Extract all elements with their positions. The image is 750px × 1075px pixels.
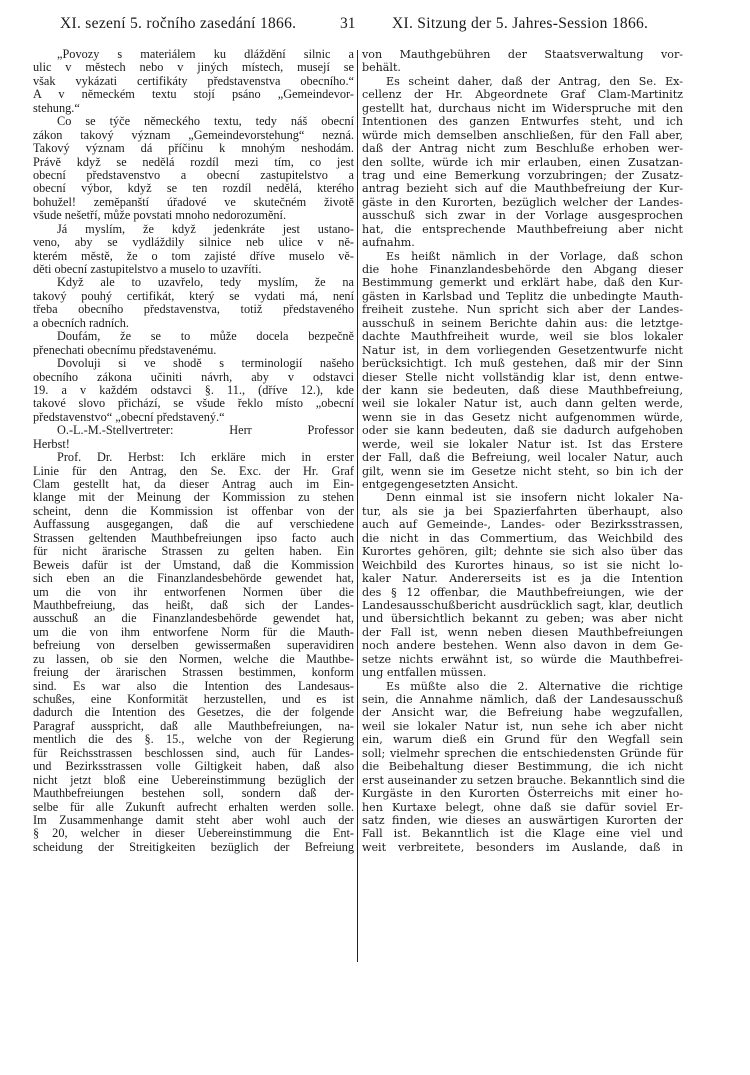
- text-line: a obecních radních.: [33, 315, 129, 330]
- text-line: Když ale to uzavřelo, tedy myslím, že na: [57, 275, 354, 290]
- text-line: von Mauthgebühren der Staatsverwaltung vor-: [362, 48, 683, 61]
- text-line: obecní představenstvo a obecní zastupitelstvo a: [33, 167, 354, 182]
- text-line: klange mit der Meinung der Kommission zu stehen: [33, 490, 354, 505]
- text-line: dieser Stelle nicht vollständig klar ist, denn entwe-: [362, 370, 683, 384]
- text-line: všude nešetří, může povstati mnoho nedorozumění.: [33, 208, 287, 223]
- text-line: den sollte, würde ich mir erlauben, einen Zusatzan-: [362, 155, 683, 169]
- page-number: 31: [340, 15, 356, 32]
- text-line: Takový význam dá příčinu k mnohým neshodám.: [33, 141, 354, 156]
- text-line: obecního zákona učiniti návrh, aby v odstavci: [33, 369, 354, 384]
- text-line: však vykázati certifikáty představenstva obecního.“: [33, 73, 354, 88]
- text-line: takový pouhý certifikát, který se vydati má, není: [33, 288, 354, 303]
- text-line: aufnahm.: [362, 236, 415, 250]
- text-line: und übersichtlich bekannt zu geben; was aber nicht: [362, 612, 683, 626]
- text-line: Bestimmung gemerkt und erklärt habe, daß den Kur-: [362, 276, 683, 290]
- text-line: behält.: [362, 61, 401, 75]
- text-line: O.-L.-M.-Stellvertreter: Herr Professor: [57, 423, 354, 438]
- text-line: der Fall ist, wenn neben diesen Mauthbefreiungen: [362, 625, 683, 639]
- text-line: ein, warum dieß ein Grund für den Wegfall sein: [362, 733, 683, 747]
- text-line: würde mich demselben anschließen, für den Fall aber,: [362, 128, 683, 142]
- text-line: für nicht ärarische Strassen zu gelten haben. Ein: [33, 544, 354, 559]
- text-line: cellenz der Hr. Abgeordnete Graf Clam-Martinitz: [362, 88, 683, 102]
- text-line: ausschuß sich zwar in der Vorlage ausgesprochen: [362, 209, 683, 223]
- right-column-german-text: [362, 48, 683, 854]
- text-line: weit verbreitete, besonders im Auslande, daß in: [362, 840, 683, 854]
- text-line: Mauthbefreiung, das heißt, daß sich der Landes-: [33, 597, 354, 612]
- text-line: stehung.“: [33, 100, 80, 115]
- header-title-german: XI. Sitzung der 5. Jahres-Session 1866.: [392, 15, 649, 32]
- text-line: sind. Es war also die Intention des Landesaus-: [33, 678, 354, 693]
- text-line: ulic v městech nebo v jiných místech, musejí se: [33, 60, 354, 75]
- text-line: um die von ihm entworfene Norm für die Mauth-: [33, 624, 354, 639]
- text-line: nicht jetzt bloß eine Uebereinstimmung bezüglich der: [33, 772, 354, 787]
- text-line: um die von ihr entworfenen Normen über die: [33, 584, 354, 599]
- text-line: die hohe Finanzlandesbehörde den Abgang dieser: [362, 263, 683, 276]
- text-line: gäste in den Kurorten, bezüglich welcher der Landes-: [362, 195, 683, 209]
- text-line: sich eben an die Finanzlandesbehörde gewendet hat,: [33, 571, 354, 586]
- text-line: soll; vielmehr sprechen die entschiedensten Gründe für: [362, 746, 683, 760]
- text-line: Clam gestellt hat, da dieser Antrag auch im Ein-: [33, 477, 354, 491]
- text-line: Mauthbefreiungen bestehen soll, sondern daß der-: [33, 786, 354, 801]
- text-line: přenechati obecnímu představenému.: [33, 342, 217, 357]
- text-line: § 20, welcher in dieser Uebereinstimmung die Ent-: [33, 826, 354, 841]
- text-line: gestellt hat, durchaus nicht im Widerspruche mit den: [362, 101, 683, 115]
- text-line: Landesausschußbericht ausdrücklich sagt, klar, deutlich: [362, 598, 683, 612]
- text-line: auch auf Gemeinde-, Landes- oder Bezirksstrassen,: [362, 518, 683, 532]
- text-line: erst auseinander zu setzen brauche. Bekanntlich sind die: [362, 773, 685, 787]
- text-line: Auffassung ausgegangen, daß die auf verschiedene: [33, 517, 354, 532]
- text-line: Kurgäste in den Kurorten Österreichs mit einer ho-: [362, 787, 683, 801]
- text-line: takové slovo přichází, se všude řeklo místo „obecní: [33, 396, 354, 411]
- text-line: Es scheint daher, daß der Antrag, den Se. Ex-: [386, 74, 683, 88]
- text-line: berücksichtigt. Ich muß gestehen, daß mir der Sinn: [362, 357, 683, 371]
- text-line: der Ansicht war, die Befreiung habe wegzufallen,: [362, 706, 683, 720]
- text-line: entgegengesetzten Ansicht.: [362, 478, 519, 491]
- text-line: Es müßte also die 2. Alternative die richtige: [386, 679, 683, 693]
- text-line: gilt, wenn sie im Gesetze nicht steht, so bin ich der: [362, 464, 683, 478]
- text-line: satz finden, wie dieses an auswärtigen Kurorten der: [362, 813, 683, 827]
- text-line: des § 12 offenbar, die Mauthbefreiungen, wie der: [362, 585, 683, 599]
- text-line: freiheit zustehe. Nun spricht sich aber der Landes-: [362, 303, 683, 317]
- text-line: Kurortes gehören, gilt; dehnte sie sich also über das: [362, 545, 683, 559]
- text-line: kterém městě, že o tom zajisté dříve muselo vě-: [33, 248, 354, 263]
- text-line: dachte Mauthfreiheit wurde, weil sie blos lokaler: [362, 330, 683, 344]
- text-line: veno, aby se vydláždily silnice neb ulice v ně-: [33, 235, 354, 250]
- text-line: Doufám, že se to může docela bezpečně: [57, 329, 354, 344]
- text-line: kaler Natur. Andererseits ist es ja die Intention: [362, 572, 683, 586]
- text-line: scheint, denn die Kommission ist offenbar von der: [33, 503, 354, 518]
- text-line: Strassen geltenden Mauthbefreiungen ipso facto auch: [33, 530, 354, 545]
- text-line: daß der Antrag nicht zum Beschluße erhoben wer-: [362, 142, 683, 156]
- text-line: noch andere bestehen. Wenn also davon in dem Ge-: [362, 639, 683, 653]
- text-line: mentlich die des §. 15., welche von der Regierung: [33, 732, 354, 747]
- text-line: děti obecní zastupitelstvo a muselo to uzavříti.: [33, 262, 262, 276]
- text-line: und Bezirksstrassen volle Giltigkeit haben, daß also: [33, 759, 354, 774]
- text-line: oder sie kann bedeuten, daß sie dadurch aufgehoben: [362, 424, 683, 438]
- text-line: Paragraf ausspricht, daß alle Mauthbefreiungen, na-: [33, 718, 354, 733]
- text-line: Linie für den Antrag, den Se. Exc. der Hr. Graf: [33, 463, 354, 478]
- text-line: Prof. Dr. Herbst: Ich erkläre mich in erster: [57, 450, 354, 465]
- text-line: hat, die entsprechende Mauthbefreiung aber nicht: [362, 222, 683, 236]
- header-title-czech: XI. sezení 5. ročního zasedání 1866.: [60, 15, 297, 32]
- text-line: ung entfallen müssen.: [362, 666, 487, 680]
- text-line: der Fall, daß die Befreiung, weil localer Natur, auch: [362, 451, 683, 465]
- text-line: Intentionen des ganzen Entwurfes steht, und ich: [362, 115, 683, 129]
- text-line: obecní výbor, když se ten rozdíl nedělá, kterého: [33, 181, 354, 196]
- text-line: setze nichts erwähnt ist, so würde die Mauthbefrei-: [362, 652, 683, 666]
- text-line: 19. a v každém odstavci §. 11., (dříve 12.), kde: [33, 382, 354, 397]
- text-line: bohužel! zeměpanští úřadové ve skutečném životě: [33, 194, 354, 209]
- text-line: werde, weil sie lokaler Natur ist. Ist das Erstere: [362, 437, 683, 451]
- text-line: Natur ist, in dem vorliegenden Gesetzentwurfe nicht: [362, 343, 683, 357]
- text-line: Es heißt nämlich in der Vorlage, daß schon: [386, 249, 683, 263]
- text-line: die nicht in das Commertium, das Weichbild des: [362, 531, 683, 545]
- text-line: „Povozy s materiálem ku dláždění silnic a: [57, 47, 354, 61]
- left-column-czech-text: [33, 48, 354, 854]
- text-line: weil sie lokaler Natur ist, auch dann gelten werde,: [362, 397, 683, 411]
- text-line: představenstvo“ „obecní představený.“: [33, 409, 225, 424]
- text-line: třeba obecního představenstva, totiž představeného: [33, 302, 354, 317]
- text-line: ausschuß in seinem Berichte dahin aus: die letztge-: [362, 316, 683, 330]
- text-line: Im Zusammenhange damit steht aber wohl auch der: [33, 812, 354, 827]
- text-line: Dovoluji si ve shodě s terminologií našeho: [57, 356, 354, 371]
- text-line: wenn sie in das Gesetz nicht aufgenommen würde,: [362, 410, 683, 424]
- text-line: antrag bezieht sich auf die Mauthbefreiung der Kur-: [362, 182, 683, 196]
- text-line: A v německém textu stojí psáno „Gemeindevor-: [33, 87, 354, 102]
- text-line: hen Kurtaxe belegt, ohne daß sie dafür soviel Er-: [362, 800, 683, 814]
- text-line: Co se týče německého textu, tedy náš obecní: [57, 114, 354, 129]
- text-line: der kann sie bedeuten, daß diese Mauthbefreiung,: [362, 383, 683, 397]
- text-line: sein, die Annahme nämlich, daß der Landesausschuß: [362, 693, 683, 706]
- text-line: freiung der ärarischen Strassen bestimmen, konform: [33, 665, 354, 680]
- text-line: weil sie lokaler Natur ist, nun sehe ich aber nicht: [362, 719, 683, 733]
- text-line: dadurch die Intention des Gesetzes, die der folgende: [33, 705, 354, 720]
- text-line: selbe für alle Zukunft aufrecht erhalten werden solle.: [33, 799, 354, 814]
- text-line: scheidung der Streitigkeiten bezüglich der Befreiung: [33, 839, 354, 854]
- text-line: zu lassen, ob sie den Normen, welche die Mauthbe-: [33, 651, 354, 666]
- text-line: befreiung von derselben gewissermaßen superavidiren: [33, 638, 354, 653]
- text-line: Právě když se nedělá rozdíl mezi tím, co jest: [33, 154, 354, 169]
- text-line: Weichbild des Kurortes hinaus, so ist sie nicht lo-: [362, 558, 683, 572]
- text-line: Denn einmal ist sie insofern nicht lokaler Na-: [386, 491, 683, 505]
- column-divider: [357, 50, 358, 962]
- text-line: trag und eine Bemerkung vorzubringen; der Zusatz-: [362, 168, 683, 182]
- text-line: die Beibehaltung dieser Bestimmung, die ich nicht: [362, 760, 683, 774]
- text-line: gästen in Karlsbad und Teplitz die unbedingte Mauth-: [362, 289, 683, 303]
- text-line: schußes, eine Konformität herzustellen, und es ist: [33, 692, 354, 706]
- text-line: Fall ist. Bekanntlich ist die Klage eine viel und: [362, 827, 683, 841]
- text-line: Beweis dafür ist der Umstand, daß die Kommission: [33, 557, 354, 572]
- text-line: ausschuß an die Finanzlandesbehörde gewendet hat,: [33, 611, 354, 626]
- text-line: tur, als sie ja bei Spazierfahrten überhaupt, also: [362, 504, 683, 518]
- text-line: Já myslím, že když jedenkráte jest ustano-: [57, 221, 354, 236]
- text-line: Herbst!: [33, 436, 70, 451]
- text-line: zákon takový význam „Gemeindevorstehung“ nezná.: [33, 127, 354, 142]
- text-line: für Reichsstrassen beschlossen sind, auch für Landes-: [33, 745, 354, 760]
- page-header: [0, 15, 750, 37]
